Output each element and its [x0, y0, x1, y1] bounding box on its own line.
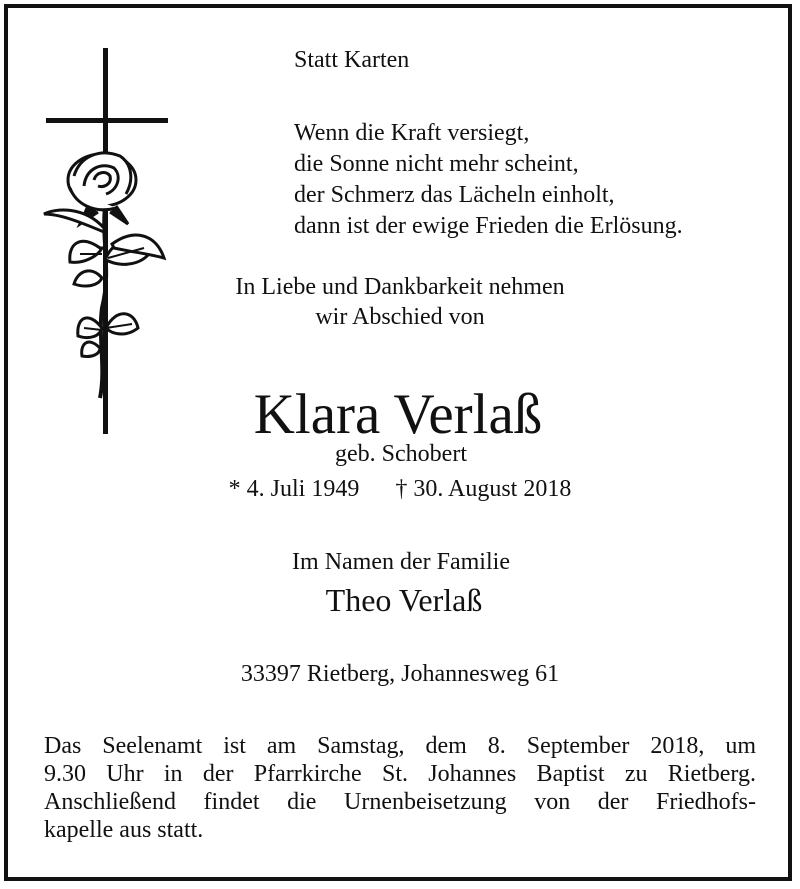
birth-date: * 4. Juli 1949: [228, 476, 360, 502]
intro-line-1: In Liebe und Dankbarkeit nehmen: [235, 274, 565, 300]
poem-line: die Sonne nicht mehr scheint,: [294, 151, 579, 177]
family-label: Im Namen der Familie: [292, 549, 510, 575]
maiden-name: geb. Schobert: [335, 441, 467, 467]
address: 33397 Rietberg, Johannesweg 61: [240, 661, 560, 687]
poem-line: der Schmerz das Lächeln einholt,: [294, 182, 615, 208]
cross-with-rose-icon: [40, 48, 170, 438]
poem: [294, 118, 683, 242]
notice-line: 9.30 Uhr in der Pfarrkirche St. Johannes Baptist zu Rietberg.: [44, 761, 756, 787]
statt-karten-label: Statt Karten: [294, 47, 410, 73]
family-member-name: Theo Verlaß: [325, 582, 483, 618]
notice-line: Das Seelenamt ist am Samstag, dem 8. September 2018, um: [44, 733, 756, 759]
service-notice: [44, 732, 756, 844]
intro-line-2: wir Abschied von: [315, 304, 485, 330]
poem-line: dann ist der ewige Frieden die Erlösung.: [294, 213, 683, 239]
notice-line: kapelle aus statt.: [44, 817, 204, 843]
deceased-name: Klara Verlaß: [253, 383, 543, 446]
poem-line: Wenn die Kraft versiegt,: [294, 120, 530, 146]
notice-line: Anschließend findet die Urnenbeisetzung von der Friedhofs-: [44, 789, 756, 815]
life-dates: [229, 476, 572, 503]
death-date: † 30. August 2018: [395, 476, 572, 502]
